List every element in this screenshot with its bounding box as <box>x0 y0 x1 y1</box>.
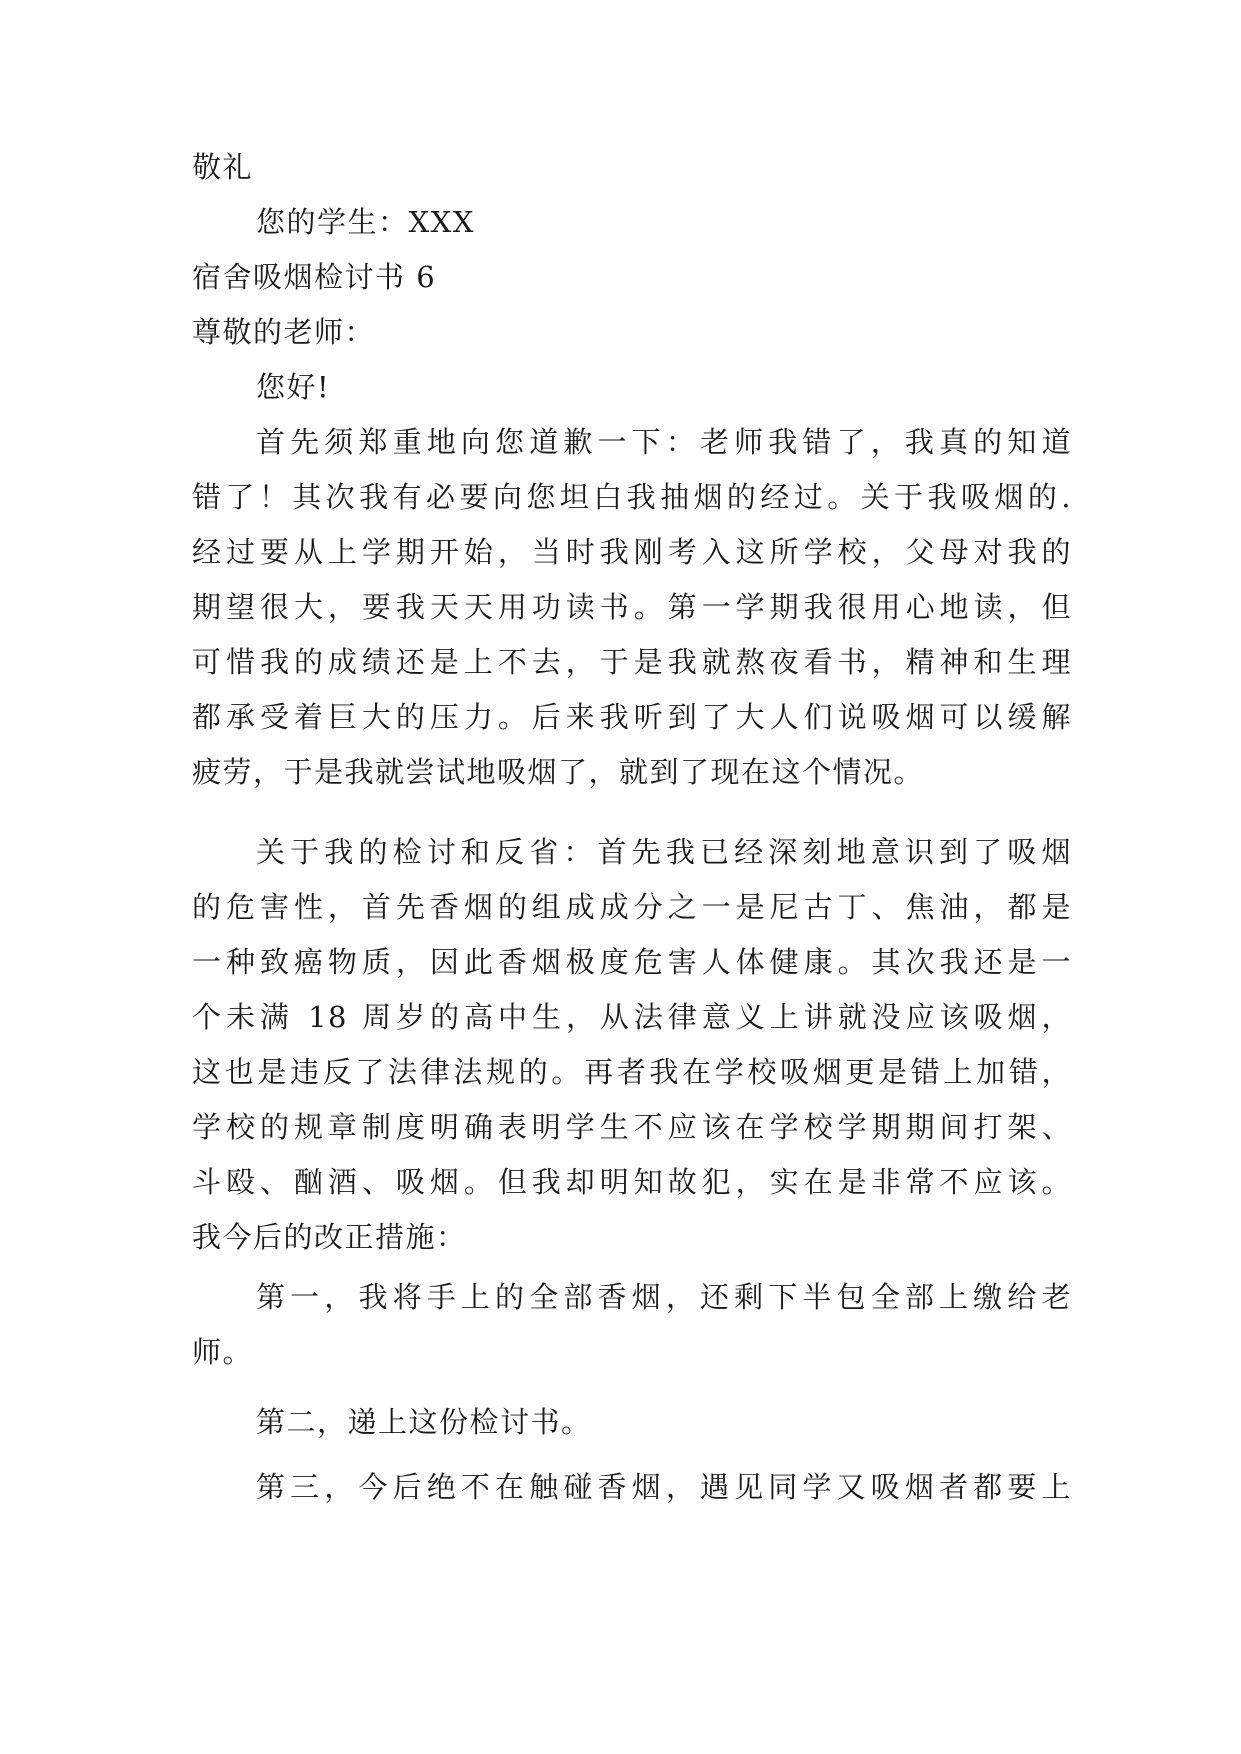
paragraph-line: 都承受着巨大的压力。后来我听到了大人们说吸烟可以缓解 <box>192 700 1072 734</box>
paragraph-line: 首先须郑重地向您道歉一下：老师我错了，我真的知道 <box>256 425 1072 459</box>
paragraph-line: 错了！其次我有必要向您坦白我抽烟的经过。关于我吸烟的. <box>192 480 1072 514</box>
list-item-line: 第三，今后绝不在触碰香烟，遇见同学又吸烟者都要上 <box>256 1470 1072 1504</box>
closing-salutation: 敬礼 <box>192 150 254 184</box>
paragraph-line: 可惜我的成绩还是上不去，于是我就熬夜看书，精神和生理 <box>192 645 1072 679</box>
paragraph-line: 期望很大，要我天天用功读书。第一学期我很用心地读，但 <box>192 590 1072 624</box>
paragraph-line: 斗殴、酗酒、吸烟。但我却明知故犯，实在是非常不应该。 <box>192 1165 1072 1199</box>
paragraph-line: 我今后的改正措施： <box>192 1220 467 1254</box>
paragraph-line: 经过要从上学期开始，当时我刚考入这所学校，父母对我的 <box>192 535 1072 569</box>
list-item-line: 第一，我将手上的全部香烟，还剩下半包全部上缴给老 <box>256 1280 1072 1314</box>
signature-line: 您的学生：XXX <box>256 205 475 239</box>
paragraph-line: 个未满 18 周岁的高中生，从法律意义上讲就没应该吸烟， <box>192 1000 1072 1034</box>
greeting-hello: 您好! <box>256 370 331 404</box>
paragraph-line: 的危害性，首先香烟的组成成分之一是尼古丁、焦油，都是 <box>192 890 1072 924</box>
paragraph-line: 关于我的检讨和反省：首先我已经深刻地意识到了吸烟 <box>256 835 1072 869</box>
list-item-line: 第二，递上这份检讨书。 <box>256 1405 592 1439</box>
greeting-line: 尊敬的老师： <box>192 315 376 349</box>
section-title: 宿舍吸烟检讨书 6 <box>192 260 437 294</box>
paragraph-line: 一种致癌物质，因此香烟极度危害人体健康。其次我还是一 <box>192 945 1072 979</box>
paragraph-line: 学校的规章制度明确表明学生不应该在学校学期期间打架、 <box>192 1110 1072 1144</box>
paragraph-line: 疲劳，于是我就尝试地吸烟了，就到了现在这个情况。 <box>192 755 925 789</box>
list-item-line: 师。 <box>192 1335 254 1369</box>
paragraph-line: 这也是违反了法律法规的。再者我在学校吸烟更是错上加错， <box>192 1055 1072 1089</box>
